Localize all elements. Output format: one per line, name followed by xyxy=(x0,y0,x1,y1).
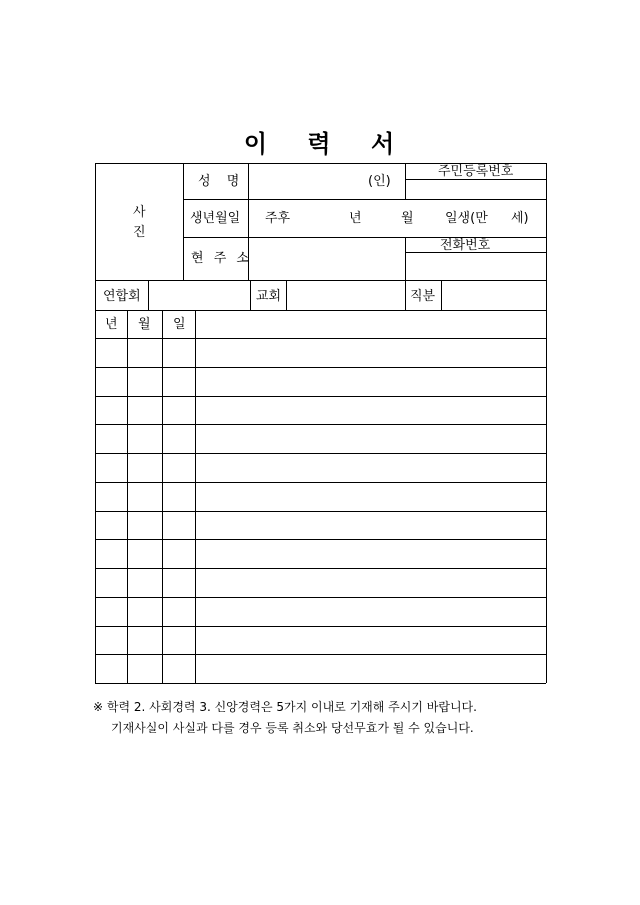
history-header-month: 월 xyxy=(138,317,151,332)
position-field[interactable] xyxy=(442,281,545,309)
history-cell-content[interactable] xyxy=(196,368,545,395)
history-cell-content[interactable] xyxy=(196,512,545,539)
history-cell-year[interactable] xyxy=(96,397,127,424)
history-cell-day[interactable] xyxy=(163,627,195,654)
history-cell-day[interactable] xyxy=(163,425,195,452)
history-cell-month[interactable] xyxy=(128,569,162,596)
history-cell-year[interactable] xyxy=(96,339,127,366)
union-label: 연합회 xyxy=(103,289,141,304)
address-field[interactable] xyxy=(249,238,404,279)
col-line xyxy=(405,280,406,310)
history-cell-month[interactable] xyxy=(128,339,162,366)
history-cell-month[interactable] xyxy=(128,598,162,625)
history-cell-month[interactable] xyxy=(128,397,162,424)
row-line xyxy=(183,199,405,200)
history-cell-year[interactable] xyxy=(96,368,127,395)
row-line xyxy=(405,199,546,200)
history-cell-content[interactable] xyxy=(196,454,545,481)
title-char: 이 xyxy=(243,130,270,158)
history-cell-content[interactable] xyxy=(196,339,545,366)
history-cell-year[interactable] xyxy=(96,454,127,481)
history-cell-day[interactable] xyxy=(163,454,195,481)
history-cell-day[interactable] xyxy=(163,397,195,424)
history-cell-year[interactable] xyxy=(96,483,127,510)
name-label: 성 명 xyxy=(198,174,246,189)
history-cell-content[interactable] xyxy=(196,598,545,625)
history-header-year: 년 xyxy=(105,317,118,332)
history-cell-content[interactable] xyxy=(196,627,545,654)
history-cell-year[interactable] xyxy=(96,655,127,682)
history-cell-month[interactable] xyxy=(128,655,162,682)
phone-field[interactable] xyxy=(406,253,545,279)
history-cell-day[interactable] xyxy=(163,569,195,596)
col-line xyxy=(183,163,184,280)
birth-age-close: 세) xyxy=(511,211,529,226)
phone-label: 전화번호 xyxy=(440,238,491,253)
address-label: 현 주 소 xyxy=(191,251,252,266)
photo-label-2: 진 xyxy=(133,225,146,240)
position-label: 직분 xyxy=(410,289,436,304)
history-cell-content[interactable] xyxy=(196,425,545,452)
history-cell-content[interactable] xyxy=(196,483,545,510)
history-cell-year[interactable] xyxy=(96,425,127,452)
union-field[interactable] xyxy=(149,281,249,309)
photo-label-1: 사 xyxy=(133,205,146,220)
history-cell-content[interactable] xyxy=(196,540,545,567)
history-cell-month[interactable] xyxy=(128,512,162,539)
history-cell-year[interactable] xyxy=(96,540,127,567)
history-cell-content[interactable] xyxy=(196,397,545,424)
history-cell-day[interactable] xyxy=(163,540,195,567)
history-cell-month[interactable] xyxy=(128,368,162,395)
history-cell-month[interactable] xyxy=(128,425,162,452)
footnote-2: 기재사실이 사실과 다를 경우 등록 취소와 당선무효가 될 수 있습니다. xyxy=(111,721,474,735)
history-cell-year[interactable] xyxy=(96,569,127,596)
history-cell-day[interactable] xyxy=(163,655,195,682)
history-cell-year[interactable] xyxy=(96,512,127,539)
history-cell-year[interactable] xyxy=(96,598,127,625)
resident-number-label: 주민등록번호 xyxy=(438,164,514,179)
title-char: 력 xyxy=(307,130,333,158)
history-cell-day[interactable] xyxy=(163,598,195,625)
history-cell-month[interactable] xyxy=(128,627,162,654)
title-char: 서 xyxy=(370,130,397,158)
history-cell-day[interactable] xyxy=(163,339,195,366)
history-cell-day[interactable] xyxy=(163,368,195,395)
history-cell-year[interactable] xyxy=(96,627,127,654)
church-label: 교회 xyxy=(256,289,282,304)
table-border-right xyxy=(546,163,547,683)
church-field[interactable] xyxy=(287,281,404,309)
birth-month-unit: 월 xyxy=(401,211,414,226)
birth-era: 주후 xyxy=(265,211,291,226)
footnote-1: ※ 학력 2. 사회경력 3. 신앙경력은 5가지 이내로 기재해 주시기 바랍니다. xyxy=(93,700,477,714)
history-cell-day[interactable] xyxy=(163,483,195,510)
birth-label: 생년월일 xyxy=(190,211,241,226)
table-border-bottom xyxy=(95,683,546,684)
history-header-day: 일 xyxy=(173,317,186,332)
col-line xyxy=(250,280,251,310)
history-cell-content[interactable] xyxy=(196,655,545,682)
history-cell-month[interactable] xyxy=(128,483,162,510)
birth-year-unit: 년 xyxy=(349,211,362,226)
seal-label: (인) xyxy=(368,174,391,189)
birth-day-age-open: 일생(만 xyxy=(445,211,488,226)
resident-number-field[interactable] xyxy=(406,180,545,198)
history-cell-day[interactable] xyxy=(163,512,195,539)
document-title xyxy=(0,124,640,159)
history-cell-content[interactable] xyxy=(196,569,545,596)
history-cell-month[interactable] xyxy=(128,454,162,481)
history-cell-month[interactable] xyxy=(128,540,162,567)
